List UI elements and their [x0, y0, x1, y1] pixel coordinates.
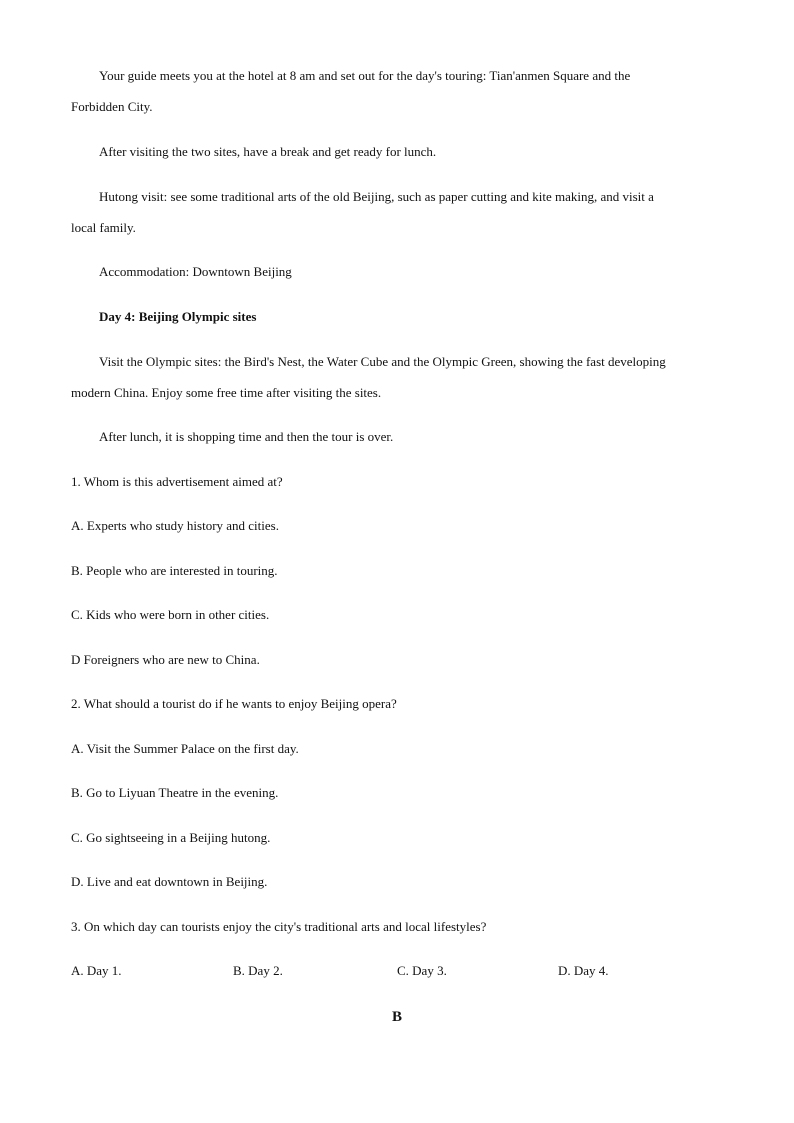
question-2-option-c: C. Go sightseeing in a Beijing hutong. [71, 830, 271, 845]
day4-paragraph-1-line-2: modern China. Enjoy some free time after visiting the sites. [71, 385, 382, 400]
day4-paragraph-2: After lunch, it is shopping time and then the tour is over. [99, 429, 394, 444]
question-2-option-b: B. Go to Liyuan Theatre in the evening. [71, 785, 279, 800]
day4-heading: Day 4: Beijing Olympic sites [99, 309, 257, 324]
day3-paragraph-2: After visiting the two sites, have a break and get ready for lunch. [99, 144, 437, 159]
question-1-option-b: B. People who are interested in touring. [71, 563, 278, 578]
question-2-text: 2. What should a tourist do if he wants to enjoy Beijing opera? [71, 696, 397, 711]
question-2-option-d: D. Live and eat downtown in Beijing. [71, 874, 268, 889]
day3-paragraph-1-line-2: Forbidden City. [71, 99, 153, 114]
question-1-text: 1. Whom is this advertisement aimed at? [71, 474, 283, 489]
question-3-option-d: D. Day 4. [558, 963, 609, 978]
question-3-option-b: B. Day 2. [233, 963, 283, 978]
question-3-option-a: A. Day 1. [71, 963, 122, 978]
day3-accommodation: Accommodation: Downtown Beijing [99, 264, 292, 279]
section-label: B [391, 1009, 402, 1025]
question-3-text: 3. On which day can tourists enjoy the city's traditional arts and local lifestyles? [71, 919, 487, 934]
question-1-option-d: D Foreigners who are new to China. [71, 652, 260, 667]
day3-paragraph-3-line-2: local family. [71, 220, 136, 235]
question-1-option-a: A. Experts who study history and cities. [71, 518, 279, 533]
day4-paragraph-1-line-1: Visit the Olympic sites: the Bird's Nest, the Water Cube and the Olympic Green, showing the fast developing [99, 354, 666, 369]
question-2-option-a: A. Visit the Summer Palace on the first day. [71, 741, 299, 756]
question-1-option-c: C. Kids who were born in other cities. [71, 607, 270, 622]
day3-paragraph-3-line-1: Hutong visit: see some traditional arts of the old Beijing, such as paper cutting and kite making, and visit a [99, 189, 654, 204]
day3-paragraph-1-line-1: Your guide meets you at the hotel at 8 am and set out for the day's touring: Tian'anmen Square and the [99, 68, 631, 83]
question-3-option-c: C. Day 3. [397, 963, 447, 978]
